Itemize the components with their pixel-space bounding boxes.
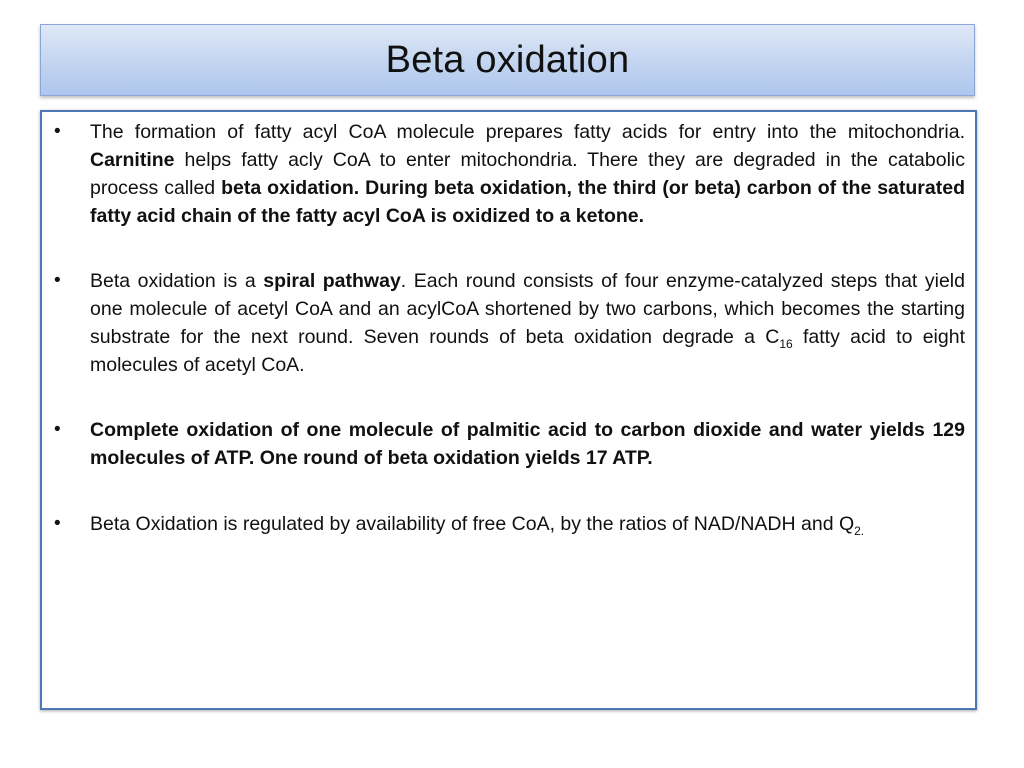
bullet-item-spiral-pathway bbox=[42, 267, 975, 379]
bullet-marker: • bbox=[54, 270, 61, 291]
bullet-marker: • bbox=[54, 513, 61, 534]
subscript: 2. bbox=[854, 524, 865, 538]
bullet-bold-text: beta oxidation. During beta oxidation, the third (or beta) carbon of the saturated fatty acid chain of the fatty acyl CoA is oxidized to a ketone. bbox=[90, 177, 965, 227]
bullet-marker: • bbox=[54, 121, 61, 142]
bullet-item-atp-yield bbox=[42, 416, 975, 472]
bullet-marker: • bbox=[54, 419, 61, 440]
bullet-bold-text: Complete oxidation of one molecule of palmitic acid to carbon dioxide and water yields 129 molecules of ATP. One round of beta oxidation yields 17 ATP. bbox=[90, 419, 965, 469]
bullet-text: Beta oxidation is a bbox=[90, 270, 264, 292]
slide-title: Beta oxidation bbox=[385, 38, 630, 81]
bullet-text: Beta Oxidation is regulated by availability of free CoA, by the ratios of NAD/NADH and Q bbox=[90, 513, 855, 535]
bullet-text: fatty acid to eight molecules of acetyl CoA. bbox=[90, 326, 965, 376]
bullet-list bbox=[42, 118, 975, 576]
bullet-text: . Each round consists of four enzyme-catalyzed steps that yield one molecule of acetyl CoA and an acylCoA shortened by two carbons, which becomes the starting substrate for the next round. Seven rounds of beta oxidation degrade a C bbox=[90, 270, 965, 348]
subscript: 16 bbox=[779, 337, 793, 351]
title-bar bbox=[40, 24, 975, 96]
bullet-text: helps fatty acly CoA to enter mitochondria. There they are degraded in the catabolic process called bbox=[90, 149, 965, 199]
bullet-bold-text: spiral pathway bbox=[263, 270, 401, 292]
bullet-item-carnitine bbox=[42, 118, 975, 230]
bullet-item-regulation bbox=[42, 510, 975, 538]
bullet-text: The formation of fatty acyl CoA molecule prepares fatty acids for entry into the mitochondria. bbox=[90, 121, 965, 143]
bullet-bold-text: Carnitine bbox=[90, 149, 175, 171]
content-box bbox=[40, 110, 977, 710]
